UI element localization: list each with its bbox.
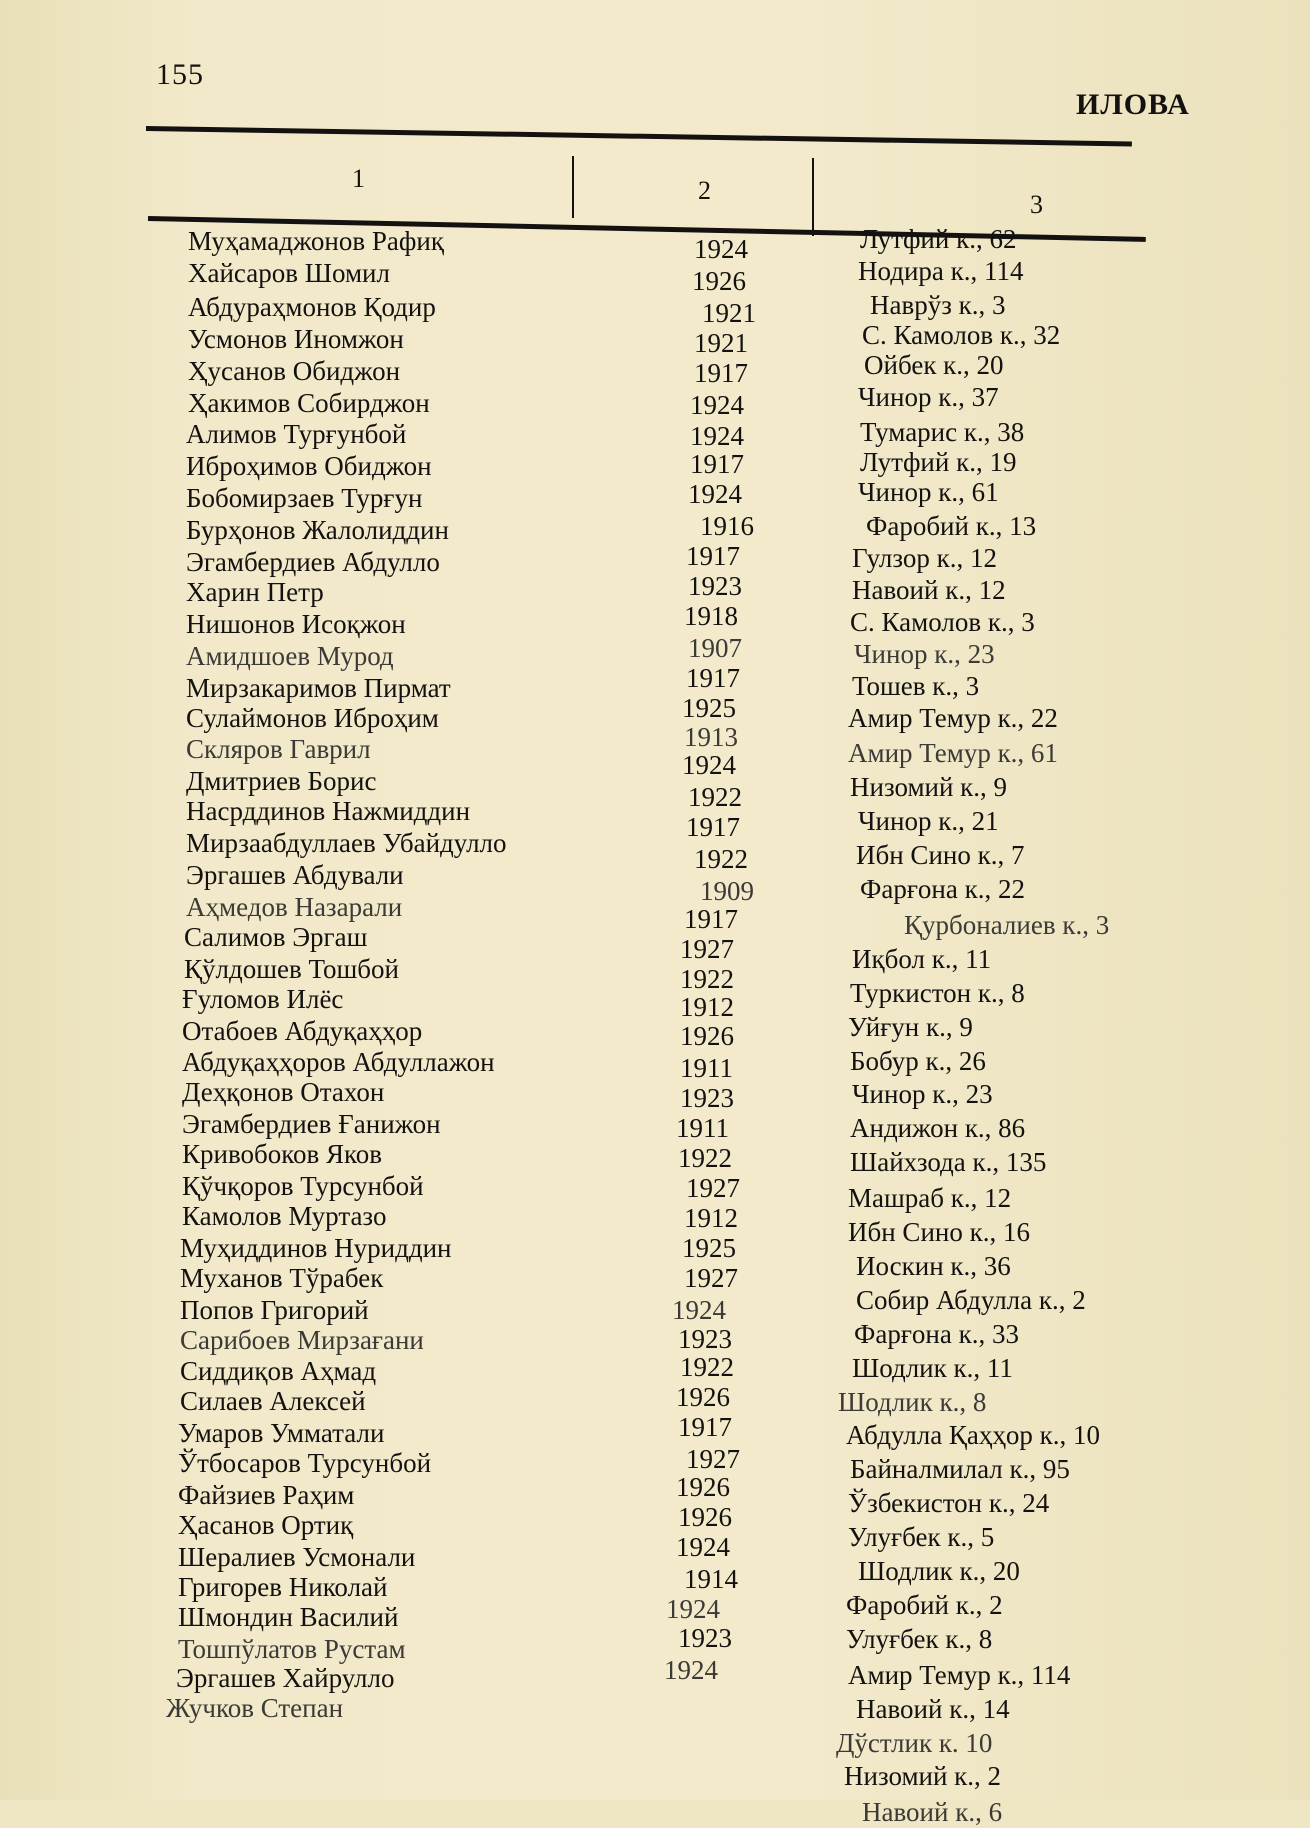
street-address: Наврўз к., 3 [870, 290, 1006, 320]
street-address: Чинор к., 23 [854, 639, 995, 669]
column-divider [572, 156, 574, 218]
street-address: Фаробий к., 2 [846, 1590, 1003, 1620]
birth-year: 1911 [676, 1113, 729, 1143]
birth-year: 1924 [672, 1295, 726, 1325]
person-name: Хайсаров Шомил [188, 258, 390, 288]
table-top-rule [146, 126, 1132, 146]
street-address: Амир Темур к., 114 [848, 1660, 1071, 1690]
table-row [0, 511, 1310, 549]
person-name: Муханов Тўрабек [180, 1263, 384, 1293]
street-address: Амир Темур к., 22 [848, 703, 1058, 733]
street-address: Иоскин к., 36 [856, 1251, 1011, 1281]
person-name: Усмонов Иномжон [188, 324, 404, 354]
person-name: Деҳқонов Отахон [182, 1077, 385, 1107]
person-name: Камолов Муртазо [182, 1201, 387, 1231]
person-name: Абдуқаҳҳоров Абдуллажон [182, 1047, 495, 1077]
street-address: Шодлик к., 8 [838, 1387, 987, 1417]
table-row [0, 571, 1310, 609]
person-name: Эгамбердиев Абдулло [186, 547, 440, 577]
birth-year: 1917 [686, 663, 740, 693]
street-address: Навоий к., 6 [862, 1797, 1003, 1827]
birth-year: 1926 [678, 1502, 732, 1532]
running-head: ИЛОВА [1076, 88, 1190, 121]
street-address: Навоий к., 12 [852, 575, 1006, 605]
birth-year: 1926 [676, 1472, 730, 1502]
street-address: Лутфий к., 62 [860, 224, 1017, 254]
person-name: Эргашев Хайрулло [176, 1663, 395, 1693]
person-name: Файзиев Раҳим [178, 1480, 355, 1510]
table-row [0, 663, 1310, 703]
street-address: Нодира к., 114 [858, 256, 1024, 286]
street-address: Бобур к., 26 [850, 1046, 986, 1076]
person-name: Жучков Степан [166, 1693, 344, 1723]
street-address: Фарғона к., 33 [854, 1319, 1019, 1349]
street-address: Шайхзода к., 135 [850, 1147, 1047, 1177]
person-name: Қўлдошев Тошбой [184, 954, 399, 984]
person-name: Бобомирзаев Турғун [186, 483, 423, 513]
table-row [0, 693, 1310, 733]
street-address: Гулзор к., 12 [852, 543, 997, 573]
birth-year: 1912 [684, 1203, 738, 1233]
person-name: Нишонов Исоқжон [186, 609, 406, 639]
birth-year: 1922 [694, 844, 748, 874]
street-address: Шодлик к., 11 [852, 1353, 1013, 1383]
birth-year: 1927 [680, 934, 734, 964]
street-address: С. Камолов к., 32 [862, 320, 1061, 350]
street-address: Чинор к., 23 [852, 1079, 993, 1109]
person-name: Кривобоков Яков [182, 1139, 383, 1169]
column-header-2: 2 [698, 176, 711, 205]
person-name: Ҳусанов Обиджон [188, 356, 401, 386]
street-address: Тошев к., 3 [852, 671, 980, 701]
person-name: Тошпўлатов Рустам [178, 1634, 406, 1664]
street-address: Фарғона к., 22 [860, 874, 1025, 904]
person-name: Шмондин Василий [178, 1602, 399, 1632]
birth-year: 1914 [684, 1564, 738, 1594]
street-address: Чинор к., 21 [858, 806, 999, 836]
birth-year: 1922 [688, 782, 742, 812]
person-name: Дмитриев Борис [186, 766, 377, 796]
person-name: Сиддиқов Аҳмад [180, 1356, 377, 1386]
birth-year: 1925 [682, 1233, 736, 1263]
birth-year: 1924 [694, 234, 748, 264]
column-divider [812, 158, 814, 236]
table-body [0, 224, 1310, 1827]
person-name: Мирзаабдуллаев Убайдулло [186, 828, 507, 858]
person-name: Григорев Николай [178, 1572, 388, 1602]
column-header-1: 1 [352, 164, 365, 193]
street-address: С. Камолов к., 3 [850, 607, 1035, 637]
table-row [0, 601, 1310, 639]
person-name: Бурҳонов Жалолиддин [186, 515, 449, 545]
birth-year: 1924 [690, 421, 744, 451]
birth-year: 1923 [680, 1083, 734, 1113]
person-name: Қўчқоров Турсунбой [182, 1171, 424, 1201]
street-address: Чинор к., 61 [858, 477, 999, 507]
person-name: Отабоев Абдуқаҳҳор [182, 1016, 423, 1046]
street-address: Ибн Сино к., 16 [848, 1217, 1030, 1247]
birth-year: 1923 [678, 1324, 732, 1354]
street-address: Амир Темур к., 61 [848, 738, 1058, 768]
birth-year: 1917 [694, 358, 748, 388]
column-header-3: 3 [1030, 190, 1043, 219]
table-row [0, 541, 1310, 579]
birth-year: 1917 [686, 541, 740, 571]
street-address: Улуғбек к., 5 [848, 1522, 995, 1552]
birth-year: 1912 [680, 992, 734, 1022]
birth-year: 1917 [684, 904, 738, 934]
street-address: Дўстлик к. 10 [836, 1728, 993, 1758]
street-address: Ўзбекистон к., 24 [848, 1488, 1050, 1518]
birth-year: 1924 [688, 479, 742, 509]
street-address: Туркистон к., 8 [850, 978, 1025, 1008]
street-address: Навоий к., 14 [856, 1694, 1010, 1724]
birth-year: 1918 [684, 601, 738, 631]
birth-year: 1926 [680, 1021, 734, 1051]
birth-year: 1922 [680, 964, 734, 994]
birth-year: 1922 [680, 1352, 734, 1382]
street-address: Лутфий к., 19 [860, 447, 1017, 477]
street-address: Қурбоналиев к., 3 [904, 910, 1110, 940]
birth-year: 1916 [700, 511, 754, 541]
person-name: Алимов Турғунбой [186, 419, 407, 449]
birth-year: 1927 [686, 1173, 740, 1203]
birth-year: 1911 [680, 1053, 733, 1083]
birth-year: 1924 [682, 750, 736, 780]
street-address: Фаробий к., 13 [866, 511, 1037, 541]
street-address: Низомий к., 9 [850, 772, 1008, 802]
table-row [0, 633, 1310, 671]
birth-year: 1913 [684, 722, 738, 752]
birth-year: 1921 [694, 328, 748, 358]
person-name: Умаров Умматали [178, 1418, 385, 1448]
birth-year: 1921 [702, 298, 756, 328]
birth-year: 1917 [678, 1412, 732, 1442]
street-address: Андижон к., 86 [850, 1113, 1026, 1143]
person-name: Эгамбердиев Ғанижон [182, 1109, 441, 1139]
person-name: Насрддинов Нажмиддин [186, 796, 471, 826]
birth-year: 1924 [664, 1655, 718, 1685]
person-name: Силаев Алексей [180, 1386, 366, 1416]
person-name: Салимов Эргаш [184, 922, 368, 952]
person-name: Сарибоев Мирзағани [180, 1325, 424, 1355]
page-number: 155 [156, 58, 204, 91]
birth-year: 1927 [684, 1263, 738, 1293]
person-name: Ғуломов Илёс [182, 984, 344, 1014]
birth-year: 1926 [692, 266, 746, 296]
birth-year: 1917 [686, 812, 740, 842]
birth-year: 1923 [678, 1623, 732, 1653]
street-address: Ибн Сино к., 7 [856, 840, 1025, 870]
birth-year: 1922 [678, 1143, 732, 1173]
person-name: Ҳакимов Собирджон [188, 388, 430, 418]
birth-year: 1924 [676, 1532, 730, 1562]
street-address: Низомий к., 2 [844, 1761, 1002, 1791]
person-name: Иброҳимов Обиджон [186, 451, 432, 481]
birth-year: 1917 [690, 449, 744, 479]
person-name: Муҳиддинов Нуриддин [180, 1233, 452, 1263]
street-address: Байналмилал к., 95 [850, 1454, 1070, 1484]
street-address: Собир Абдулла к., 2 [856, 1285, 1086, 1315]
person-name: Харин Петр [186, 577, 324, 607]
person-name: Ўтбосаров Турсунбой [178, 1448, 432, 1478]
street-address: Тумарис к., 38 [860, 417, 1025, 447]
street-address: Машраб к., 12 [848, 1183, 1012, 1213]
person-name: Ҳасанов Ортиқ [178, 1510, 354, 1540]
birth-year: 1927 [686, 1444, 740, 1474]
street-address: Уйғун к., 9 [848, 1012, 973, 1042]
birth-year: 1926 [676, 1382, 730, 1412]
birth-year: 1924 [690, 390, 744, 420]
person-name: Мирзакаримов Пирмат [186, 673, 451, 703]
street-address: Шодлик к., 20 [858, 1556, 1020, 1586]
birth-year: 1923 [688, 571, 742, 601]
birth-year: 1909 [700, 876, 754, 906]
street-address: Ойбек к., 20 [864, 350, 1004, 380]
birth-year: 1907 [688, 633, 742, 663]
person-name: Скляров Гаврил [186, 734, 371, 764]
street-address: Иқбол к., 11 [852, 944, 992, 974]
street-address: Улуғбек к., 8 [846, 1624, 993, 1654]
street-address: Чинор к., 37 [858, 382, 999, 412]
person-name: Эргашев Абдували [186, 860, 404, 890]
person-name: Аҳмедов Назарали [186, 892, 403, 922]
person-name: Шералиев Усмонали [178, 1542, 416, 1572]
birth-year: 1924 [666, 1594, 720, 1624]
street-address: Абдулла Қаҳҳор к., 10 [846, 1420, 1101, 1450]
person-name: Амидшоев Мурод [186, 641, 394, 671]
person-name: Попов Григорий [180, 1295, 369, 1325]
person-name: Муҳамаджонов Рафиқ [188, 226, 444, 256]
birth-year: 1925 [682, 693, 736, 723]
person-name: Сулаймонов Иброҳим [186, 703, 439, 733]
person-name: Абдураҳмонов Қодир [188, 292, 436, 322]
